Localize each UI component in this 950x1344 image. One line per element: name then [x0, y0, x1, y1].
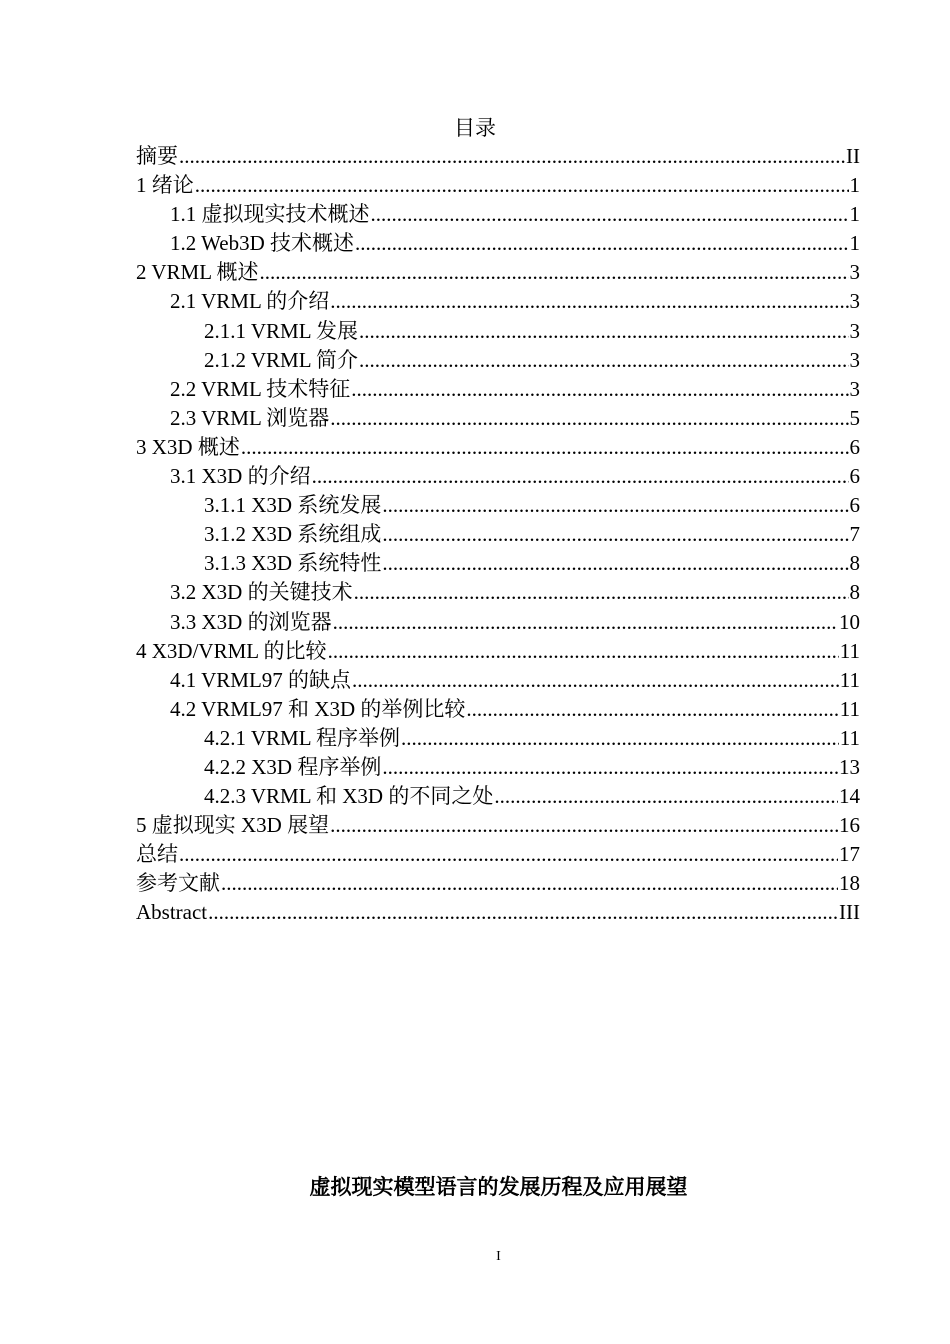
- toc-entry-label: 4.1 VRML97 的缺点: [170, 667, 352, 692]
- toc-entry[interactable]: [136, 287, 860, 316]
- toc-entry[interactable]: [136, 317, 860, 346]
- document-heading: 虚拟现实模型语言的发展历程及应用展望: [309, 1175, 688, 1199]
- toc-dot-leader: [333, 608, 838, 637]
- toc-entry[interactable]: [136, 724, 860, 753]
- toc-entry-label: 4 X3D/VRML 的比较: [136, 638, 327, 663]
- toc-entry-label: 3.3 X3D 的浏览器: [170, 609, 332, 634]
- toc-entry-page: 1: [849, 202, 860, 227]
- toc-dot-leader: [330, 287, 848, 316]
- toc-title: 目录: [454, 116, 496, 140]
- toc-dot-leader: [328, 637, 839, 666]
- toc-entry[interactable]: [136, 404, 860, 433]
- toc-entry-label: 1.1 虚拟现实技术概述: [170, 202, 370, 227]
- page-number: I: [496, 1249, 501, 1264]
- toc-entry[interactable]: [136, 346, 860, 375]
- toc-entry-page: 14: [839, 784, 860, 809]
- toc-entry[interactable]: [136, 666, 860, 695]
- toc-dot-leader: [371, 200, 849, 229]
- toc-dot-leader: [179, 840, 838, 869]
- toc-dot-leader: [382, 520, 848, 549]
- toc-entry[interactable]: [136, 782, 860, 811]
- toc-entry-label: 2.1 VRML 的介绍: [170, 289, 330, 314]
- toc-entry[interactable]: [136, 637, 860, 666]
- toc-entry-label: 3.1.2 X3D 系统组成: [204, 522, 382, 547]
- table-of-contents: [136, 142, 860, 928]
- toc-entry-label: 总结: [136, 842, 178, 867]
- toc-entry[interactable]: [136, 549, 860, 578]
- toc-entry-page: 7: [849, 522, 860, 547]
- toc-dot-leader: [351, 375, 848, 404]
- toc-entry-label: 4.2 VRML97 和 X3D 的举例比较: [170, 696, 466, 721]
- toc-entry-page: 8: [849, 551, 860, 576]
- toc-entry[interactable]: [136, 200, 860, 229]
- toc-entry[interactable]: [136, 578, 860, 607]
- toc-dot-leader: [382, 549, 848, 578]
- toc-entry-page: 11: [839, 667, 860, 692]
- toc-entry[interactable]: [136, 142, 860, 171]
- toc-entry[interactable]: [136, 869, 860, 898]
- toc-entry-label: 3.1.1 X3D 系统发展: [204, 493, 382, 518]
- toc-entry-page: 11: [839, 725, 860, 750]
- toc-entry-page: 6: [849, 434, 860, 459]
- toc-entry[interactable]: [136, 811, 860, 840]
- toc-dot-leader: [359, 346, 848, 375]
- toc-dot-leader: [401, 724, 839, 753]
- toc-entry-label: 2.1.2 VRML 简介: [204, 347, 359, 372]
- toc-entry[interactable]: [136, 520, 860, 549]
- toc-entry-label: 2.1.1 VRML 发展: [204, 318, 359, 343]
- toc-dot-leader: [382, 491, 848, 520]
- toc-dot-leader: [260, 258, 849, 287]
- toc-entry-label: 4.2.2 X3D 程序举例: [204, 754, 382, 779]
- toc-entry-label: 摘要: [136, 144, 178, 168]
- toc-entry[interactable]: [136, 229, 860, 258]
- toc-entry-page: III: [839, 900, 860, 925]
- toc-dot-leader: [466, 695, 838, 724]
- toc-dot-leader: [355, 229, 849, 258]
- toc-entry-page: 3: [849, 260, 860, 285]
- toc-entry[interactable]: [136, 608, 860, 637]
- toc-entry-page: II: [846, 144, 860, 168]
- toc-entry[interactable]: [136, 433, 860, 462]
- toc-entry-label: 3.1.3 X3D 系统特性: [204, 551, 382, 576]
- toc-dot-leader: [352, 666, 839, 695]
- toc-entry-label: 3.1 X3D 的介绍: [170, 464, 311, 489]
- toc-entry-page: 17: [839, 842, 860, 867]
- toc-entry[interactable]: [136, 840, 860, 869]
- toc-dot-leader: [208, 898, 838, 927]
- toc-dot-leader: [312, 462, 849, 491]
- toc-entry-page: 18: [839, 871, 860, 896]
- toc-entry-page: 5: [849, 405, 860, 430]
- toc-entry[interactable]: [136, 491, 860, 520]
- toc-entry-page: 8: [849, 580, 860, 605]
- toc-entry-label: 参考文献: [136, 871, 220, 896]
- toc-entry-label: 2.3 VRML 浏览器: [170, 405, 330, 430]
- toc-entry-label: 3.2 X3D 的关键技术: [170, 580, 353, 605]
- toc-entry-page: 11: [839, 638, 860, 663]
- toc-entry-label: 3 X3D 概述: [136, 434, 240, 459]
- toc-entry-page: 16: [839, 813, 860, 838]
- toc-entry[interactable]: [136, 258, 860, 287]
- toc-entry-label: Abstract: [136, 900, 208, 925]
- toc-dot-leader: [179, 142, 845, 171]
- toc-entry-label: 4.2.1 VRML 程序举例: [204, 725, 401, 750]
- toc-dot-leader: [494, 782, 838, 811]
- toc-entry[interactable]: [136, 375, 860, 404]
- toc-dot-leader: [359, 317, 848, 346]
- toc-dot-leader: [221, 869, 838, 898]
- toc-entry[interactable]: [136, 695, 860, 724]
- toc-entry-page: 1: [849, 173, 860, 198]
- toc-entry-label: 4.2.3 VRML 和 X3D 的不同之处: [204, 784, 494, 809]
- toc-entry-page: 3: [849, 347, 860, 372]
- toc-entry-label: 5 虚拟现实 X3D 展望: [136, 813, 330, 838]
- toc-dot-leader: [330, 811, 838, 840]
- toc-dot-leader: [330, 404, 848, 433]
- toc-entry-page: 6: [849, 464, 860, 489]
- toc-entry[interactable]: [136, 171, 860, 200]
- toc-entry-page: 3: [849, 376, 860, 401]
- toc-entry-page: 11: [839, 696, 860, 721]
- toc-entry[interactable]: [136, 462, 860, 491]
- toc-dot-leader: [382, 753, 838, 782]
- toc-dot-leader: [354, 578, 849, 607]
- toc-entry-label: 2.2 VRML 技术特征: [170, 376, 351, 401]
- toc-dot-leader: [195, 171, 849, 200]
- toc-entry-page: 13: [839, 754, 860, 779]
- toc-entry-page: 10: [839, 609, 860, 634]
- toc-dot-leader: [241, 433, 849, 462]
- toc-entry-page: 3: [849, 289, 860, 314]
- toc-entry-label: 2 VRML 概述: [136, 260, 259, 285]
- toc-entry-page: 6: [849, 493, 860, 518]
- toc-entry[interactable]: [136, 753, 860, 782]
- toc-entry[interactable]: [136, 898, 860, 927]
- toc-entry-page: 1: [849, 231, 860, 256]
- toc-entry-label: 1.2 Web3D 技术概述: [170, 231, 354, 256]
- toc-entry-label: 1 绪论: [136, 173, 194, 198]
- toc-entry-page: 3: [849, 318, 860, 343]
